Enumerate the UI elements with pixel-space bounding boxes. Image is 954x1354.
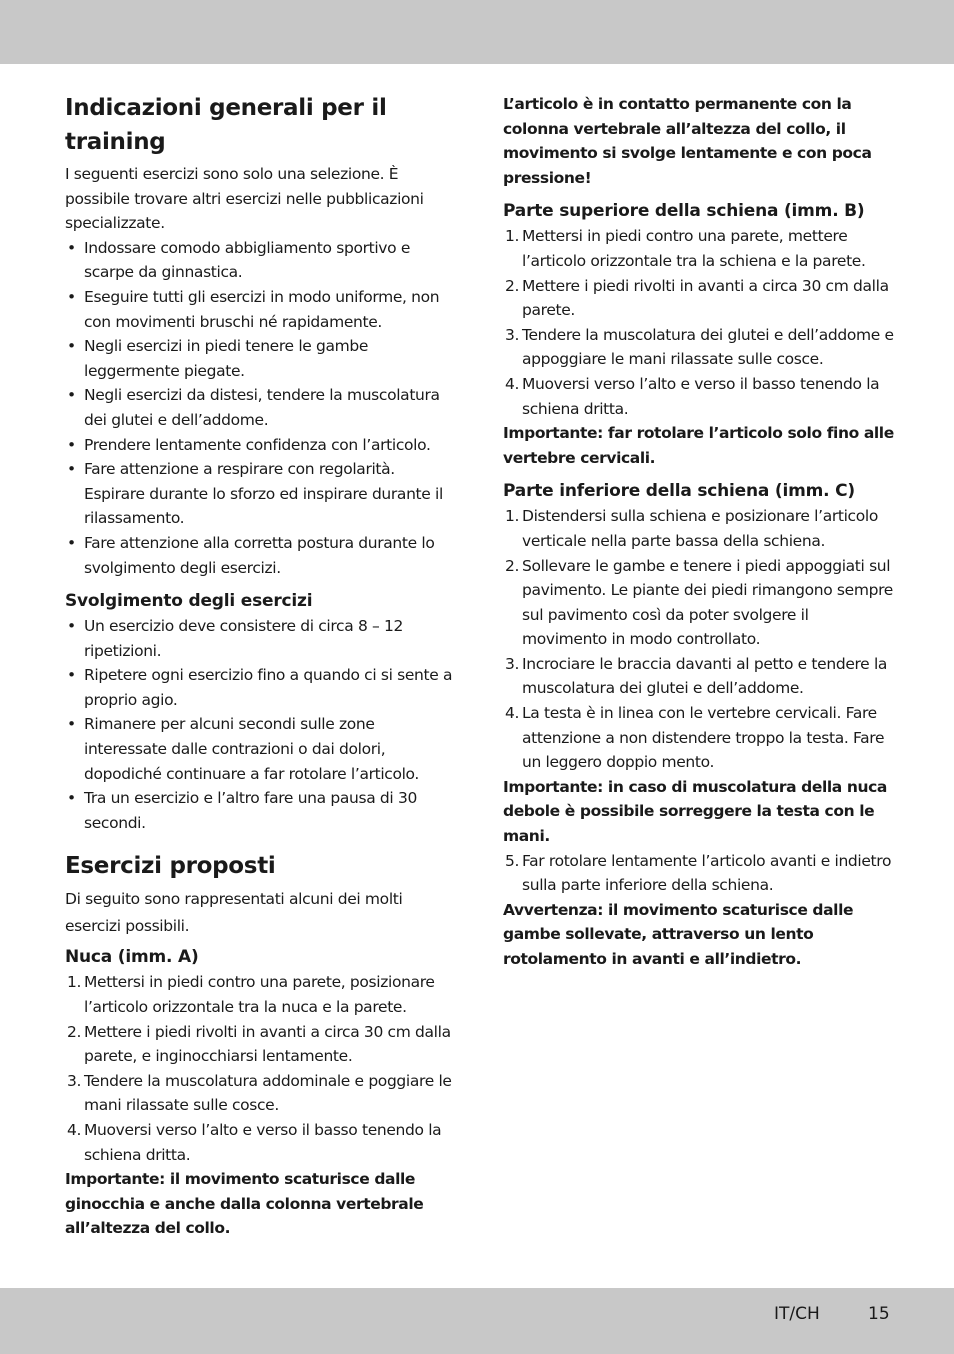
list-item: 3. Tendere la muscolatura dei glutei e dell’addome e appoggiare le mani rilassate sulle cosce. xyxy=(505,325,894,369)
list-item: • Ripetere ogni esercizio fino a quando ci si sente a proprio agio. xyxy=(67,666,453,709)
list-item: • Prendere lentamente confidenza con l’articolo. xyxy=(67,435,431,454)
list-item: • Indossare comodo abbigliamento sportivo e scarpe da ginnastica. xyxy=(67,238,410,282)
list-item: • Tra un esercizio e l’altro fare una pausa di 30 secondi. xyxy=(67,789,417,832)
heading-nuca: Nuca (imm. A) xyxy=(65,947,199,968)
list-item: 1. Mettersi in piedi contro una parete, posizionare l’articolo orizzontale tra la nuca e la parete. xyxy=(67,973,435,1017)
list-item: 4. La testa è in linea con le vertebre cervicali. Fare attenzione a non distendere troppo la testa. Fare un leggero doppio mento. xyxy=(505,704,885,772)
list-item: • Negli esercizi in piedi tenere le gambe leggermente piegate. xyxy=(67,337,369,380)
list-item: 2. Mettere i piedi rivolti in avanti a circa 30 cm dalla parete, e inginocchiarsi lentamente. xyxy=(67,1022,451,1066)
proposti-intro: Di seguito sono rappresentati alcuni dei molti esercizi possibili. xyxy=(65,890,403,936)
lower-back-steps xyxy=(503,504,895,775)
list-item: • Negli esercizi da distesi, tendere la muscolatura dei glutei e dell’addome. xyxy=(67,386,440,429)
list-item: • Un esercizio deve consistere di circa 8 – 12 ripetizioni. xyxy=(67,617,404,660)
list-item: 3. Incrociare le braccia davanti al petto e tendere la muscolatura dei glutei e dell’addome. xyxy=(505,654,888,698)
upper-back-steps xyxy=(503,224,895,421)
list-item: • Rimanere per alcuni secondi sulle zone interessate dalle contrazioni o dai dolori, dopodiché continuare a far rotolare l’articolo. xyxy=(67,715,419,783)
list-item: 1. Distendersi sulla schiena e posizionare l’articolo verticale nella parte bassa della schiena. xyxy=(505,507,878,550)
list-item: 2. Mettere i piedi rivolti in avanti a circa 30 cm dalla parete. xyxy=(505,276,889,320)
list-item: • Fare attenzione a respirare con regolarità. Espirare durante lo sforzo ed inspirare durante il rilassamento. xyxy=(67,460,443,528)
list-item: 4. Muoversi verso l’alto e verso il basso tenendo la schiena dritta. xyxy=(505,374,880,418)
list-item: 4. Muoversi verso l’alto e verso il basso tenendo la schiena dritta. xyxy=(67,1121,442,1164)
list-item: 1. Mettersi in piedi contro una parete, mettere l’articolo orizzontale tra la schiena e la parete. xyxy=(505,227,866,270)
right-column xyxy=(503,92,895,972)
lower-back-step-5 xyxy=(503,849,895,898)
footer-language-code: IT/CH xyxy=(774,1304,820,1324)
intro-text: I seguenti esercizi sono solo una selezione. È possibile trovare altri esercizi nelle pubblicazioni specializzate. xyxy=(65,165,424,233)
execution-list xyxy=(65,614,457,835)
lower-back-important-note: Importante: in caso di muscolatura della nuca debole è possibile sorreggere la testa con le mani. xyxy=(503,777,887,846)
upper-back-important-note: Importante: far rotolare l’articolo solo fino alle vertebre cervicali. xyxy=(503,424,894,467)
list-item: 2. Sollevare le gambe e tenere i piedi appoggiati sul pavimento. Le piante dei piedi rimangono sempre sul pavimento così da poter svolgere il movimento in modo controllato. xyxy=(505,556,893,649)
page-number: 15 xyxy=(868,1304,890,1324)
nuca-important-note: Importante: il movimento scaturisce dalle ginocchia e anche dalla colonna vertebrale all’altezza del collo. xyxy=(65,1170,424,1238)
list-item: • Eseguire tutti gli esercizi in modo uniforme, non con movimenti bruschi né rapidamente. xyxy=(67,287,440,331)
list-item: 3. Tendere la muscolatura addominale e poggiare le mani rilassate sulle cosce. xyxy=(67,1071,452,1115)
nuca-steps xyxy=(65,970,457,1167)
header-band xyxy=(0,0,954,64)
heading-svolgimento: Svolgimento degli esercizi xyxy=(65,591,313,612)
neck-contact-note: L’articolo è in contatto permanente con la colonna vertebrale all’altezza del collo, il movimento si svolge lentamente e con poca pressione! xyxy=(503,95,872,187)
training-tips-list xyxy=(65,236,457,580)
list-item: 5. Far rotolare lentamente l’articolo avanti e indietro sulla parte inferiore della schiena. xyxy=(505,851,892,895)
heading-lower-back: Parte inferiore della schiena (imm. C) xyxy=(503,481,855,502)
list-item: • Fare attenzione alla corretta postura durante lo svolgimento degli esercizi. xyxy=(67,533,435,577)
left-column xyxy=(65,91,457,1241)
heading-training: Indicazioni generali per il training xyxy=(65,95,387,155)
heading-upper-back: Parte superiore della schiena (imm. B) xyxy=(503,201,865,222)
warning-note: Avvertenza: il movimento scaturisce dalle gambe sollevate, attraverso un lento rotolamento in avanti e all’indietro. xyxy=(503,900,854,968)
heading-esercizi-proposti: Esercizi proposti xyxy=(65,853,276,880)
